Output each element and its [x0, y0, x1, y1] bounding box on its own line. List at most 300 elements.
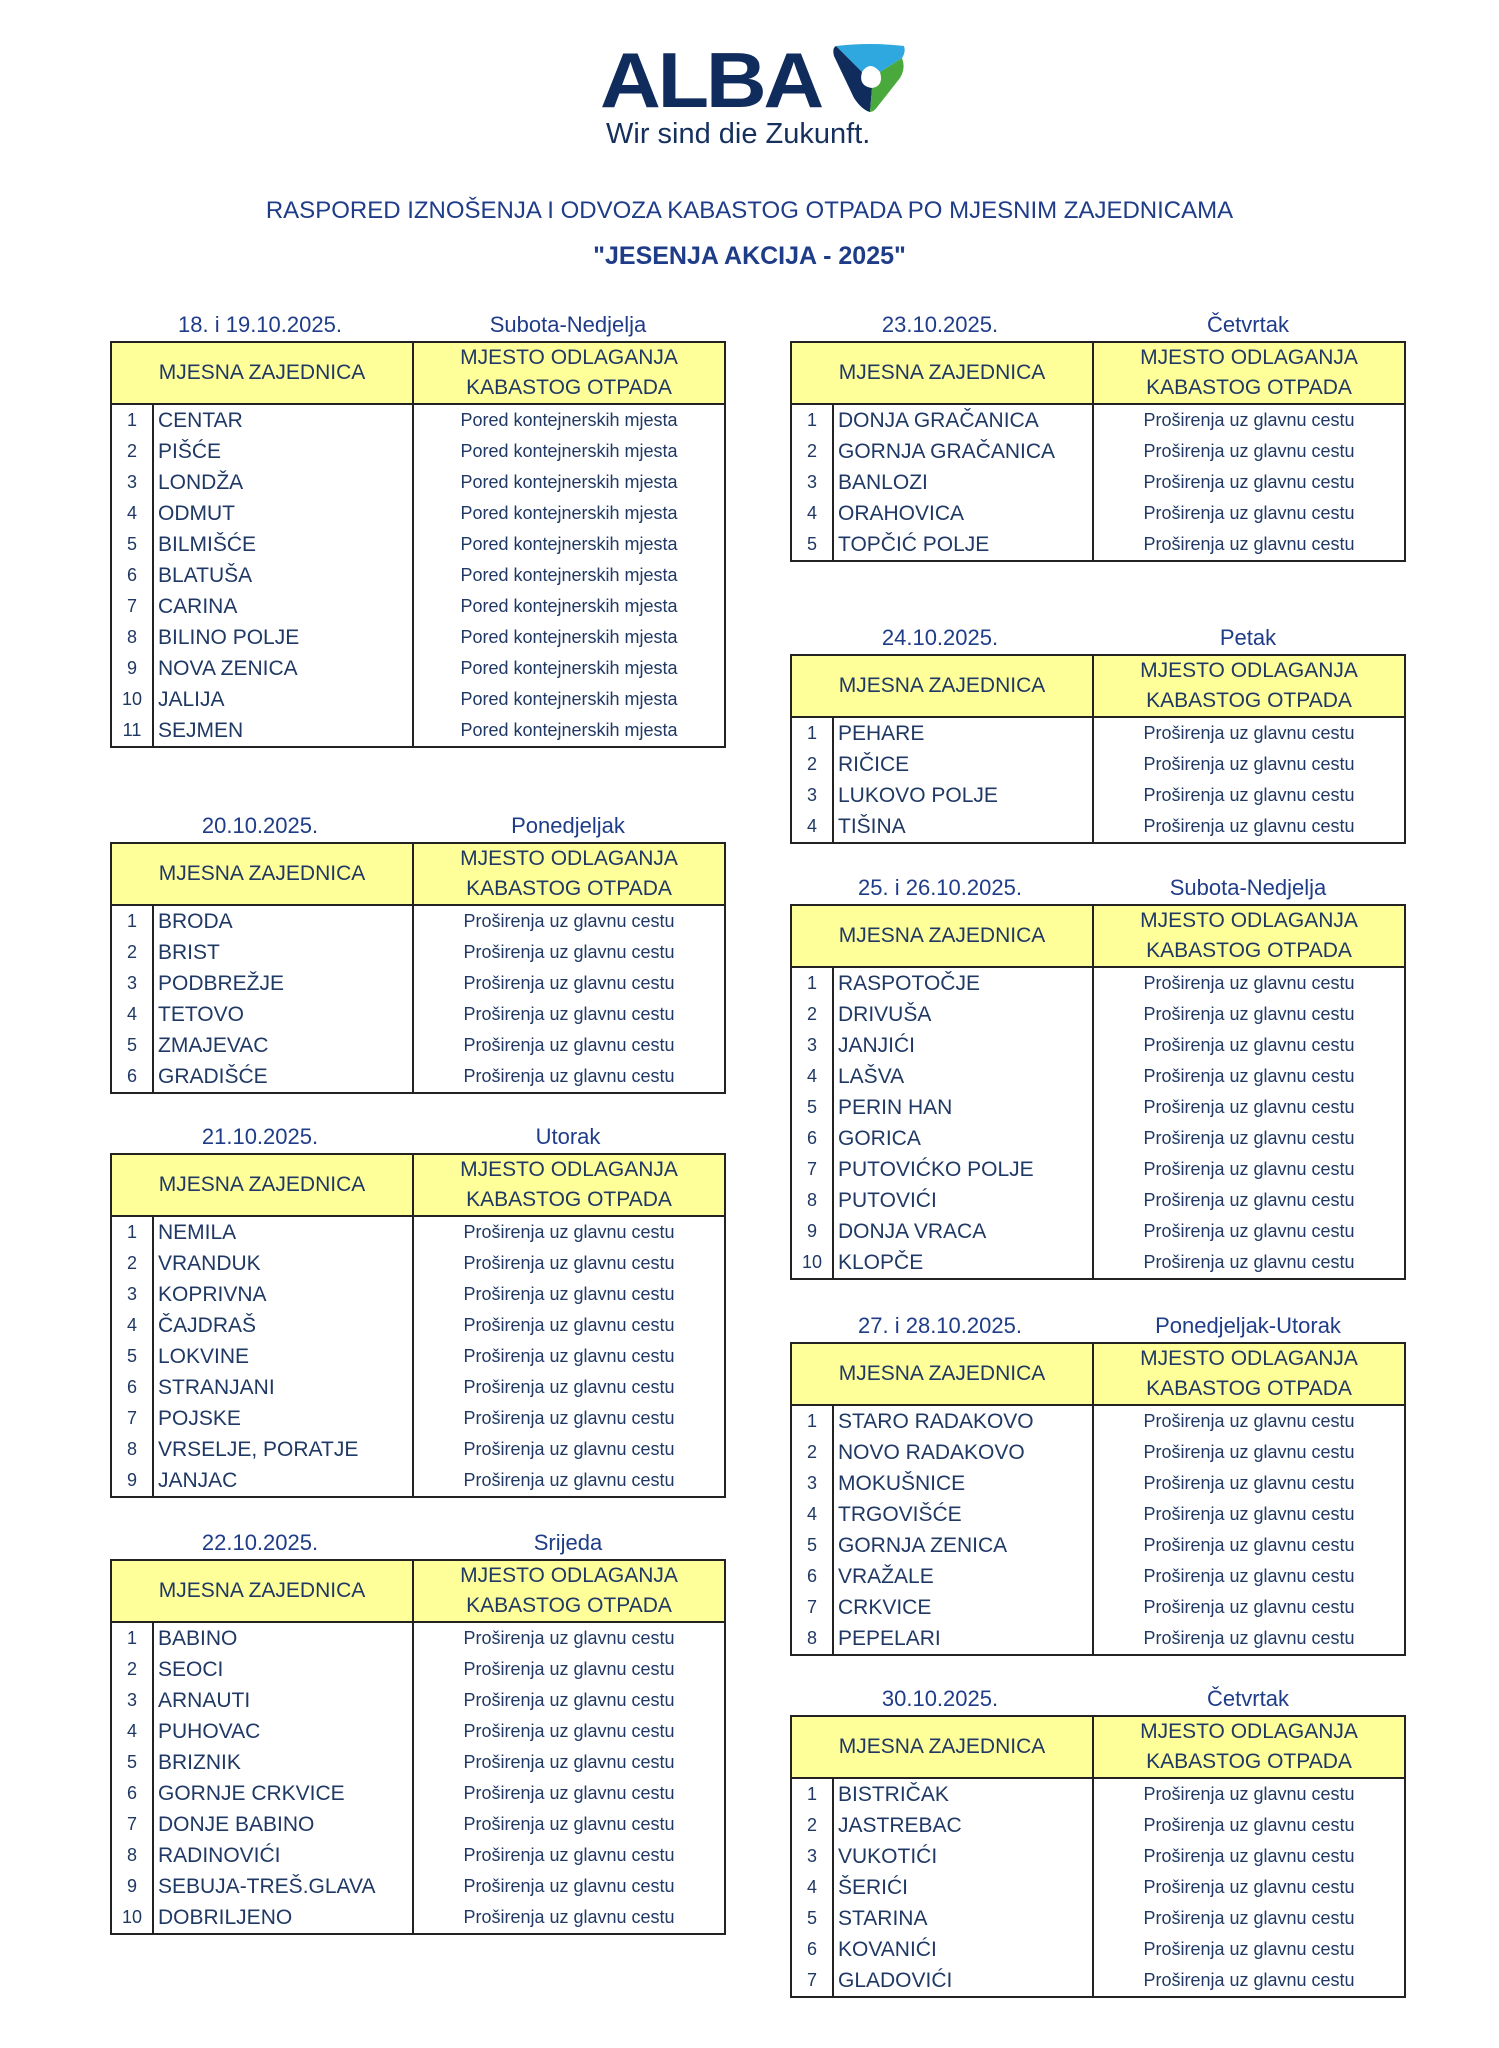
row-number: 3 [111, 1685, 153, 1716]
schedule-block [110, 310, 726, 748]
row-number: 9 [111, 1871, 153, 1902]
header-community: MJESNA ZAJEDNICA [791, 342, 1093, 404]
row-number: 7 [111, 1809, 153, 1840]
disposal-place: Proširenja uz glavnu cestu [413, 1279, 725, 1310]
community-name: DONJE BABINO [158, 1813, 315, 1836]
row-number: 2 [111, 1248, 153, 1279]
header-place-line1: MJESTO ODLAGANJA [460, 1564, 678, 1587]
schedule-block [790, 310, 1406, 562]
row-number: 1 [111, 1216, 153, 1248]
disposal-place: Proširenja uz glavnu cestu [1093, 717, 1405, 749]
table-row [111, 1030, 725, 1061]
disposal-place: Proširenja uz glavnu cestu [1093, 1499, 1405, 1530]
row-number: 3 [791, 1030, 833, 1061]
row-number: 4 [791, 498, 833, 529]
disposal-place: Proširenja uz glavnu cestu [1093, 1592, 1405, 1623]
community-name: BRODA [158, 910, 233, 933]
table-row [791, 999, 1405, 1030]
table-row [111, 1809, 725, 1840]
table-row [791, 436, 1405, 467]
community-name: VUKOTIĆI [838, 1845, 938, 1868]
community-name: SEBUJA-TREŠ.GLAVA [158, 1875, 376, 1898]
row-number: 6 [111, 560, 153, 591]
table-header [791, 655, 1405, 717]
row-number: 5 [111, 1030, 153, 1061]
disposal-place: Proširenja uz glavnu cestu [1093, 1934, 1405, 1965]
row-number: 1 [791, 1778, 833, 1810]
row-number: 4 [111, 498, 153, 529]
community-name: PUTOVIĆKO POLJE [838, 1158, 1034, 1181]
table-row [791, 1154, 1405, 1185]
row-number: 8 [111, 1840, 153, 1871]
disposal-place: Proširenja uz glavnu cestu [1093, 1030, 1405, 1061]
disposal-place: Proširenja uz glavnu cestu [1093, 1154, 1405, 1185]
row-number: 10 [111, 1902, 153, 1934]
table-row [111, 529, 725, 560]
schedule-table [110, 842, 726, 1094]
schedule-date: 30.10.2025. [881, 1686, 999, 1711]
disposal-place: Proširenja uz glavnu cestu [1093, 1216, 1405, 1247]
table-row [111, 1279, 725, 1310]
community-name: PODBREŽJE [158, 972, 285, 995]
table-row [111, 1403, 725, 1434]
row-number: 7 [791, 1154, 833, 1185]
row-number: 2 [111, 937, 153, 968]
disposal-place: Proširenja uz glavnu cestu [1093, 1405, 1405, 1437]
community-name: ČAJDRAŠ [158, 1314, 257, 1337]
header-place-line2: KABASTOG OTPADA [466, 1594, 672, 1617]
community-name: VRSELJE, PORATJE [158, 1438, 359, 1461]
header-place-line1: MJESTO ODLAGANJA [1140, 909, 1358, 932]
schedule-date: 24.10.2025. [881, 625, 999, 650]
row-number: 6 [791, 1561, 833, 1592]
row-number: 9 [111, 653, 153, 684]
header-community: MJESNA ZAJEDNICA [111, 843, 413, 905]
row-number: 2 [111, 1654, 153, 1685]
schedule-table [110, 1153, 726, 1498]
community-name: GORNJA GRAČANICA [838, 440, 1056, 463]
header-community: MJESNA ZAJEDNICA [791, 1716, 1093, 1778]
community-name: SEJMEN [158, 719, 244, 742]
schedule-day: Subota-Nedjelja [1169, 875, 1327, 900]
row-number: 11 [111, 715, 153, 747]
schedule-date-row [790, 623, 1406, 654]
disposal-place: Proširenja uz glavnu cestu [413, 1465, 725, 1497]
row-number: 7 [791, 1592, 833, 1623]
header-place-line2: KABASTOG OTPADA [466, 376, 672, 399]
row-number: 9 [791, 1216, 833, 1247]
row-number: 2 [791, 999, 833, 1030]
header-community: MJESNA ZAJEDNICA [791, 1343, 1093, 1405]
disposal-place: Pored kontejnerskih mjesta [413, 684, 725, 715]
row-number: 3 [111, 1279, 153, 1310]
header-place-line1: MJESTO ODLAGANJA [460, 346, 678, 369]
community-name: BRIST [158, 941, 220, 964]
table-header [791, 905, 1405, 967]
table-row [111, 1465, 725, 1497]
table-row [791, 404, 1405, 436]
table-row [111, 1778, 725, 1809]
row-number: 8 [111, 622, 153, 653]
disposal-place: Proširenja uz glavnu cestu [1093, 1123, 1405, 1154]
schedule-date-row [790, 1311, 1406, 1342]
table-row [791, 529, 1405, 561]
community-name: GORICA [838, 1127, 921, 1150]
table-row [791, 1872, 1405, 1903]
table-row [111, 498, 725, 529]
row-number: 8 [111, 1434, 153, 1465]
header-place [1093, 655, 1405, 717]
schedule-table [790, 1715, 1406, 1998]
disposal-place: Proširenja uz glavnu cestu [413, 1622, 725, 1654]
schedule-block [790, 1311, 1406, 1656]
row-number: 3 [791, 1841, 833, 1872]
schedule-date: 25. i 26.10.2025. [858, 875, 1022, 900]
row-number: 4 [111, 1310, 153, 1341]
schedule-date: 20.10.2025. [201, 813, 319, 838]
community-name: CARINA [158, 595, 238, 618]
community-name: STARINA [838, 1907, 928, 1930]
header-community: MJESNA ZAJEDNICA [111, 1560, 413, 1622]
disposal-place: Pored kontejnerskih mjesta [413, 591, 725, 622]
community-name: NEMILA [158, 1221, 237, 1244]
row-number: 2 [791, 1810, 833, 1841]
row-number: 2 [791, 749, 833, 780]
table-row [791, 1437, 1405, 1468]
disposal-place: Proširenja uz glavnu cestu [1093, 811, 1405, 843]
disposal-place: Proširenja uz glavnu cestu [1093, 967, 1405, 999]
table-row [791, 1499, 1405, 1530]
table-row [791, 467, 1405, 498]
header-place-line1: MJESTO ODLAGANJA [1140, 1720, 1358, 1743]
community-name: TRGOVIŠĆE [838, 1503, 962, 1526]
table-row [111, 937, 725, 968]
header-community: MJESNA ZAJEDNICA [791, 905, 1093, 967]
row-number: 5 [111, 1341, 153, 1372]
document-title: RASPORED IZNOŠENJA I ODVOZA KABASTOG OTPADA PO MJESNIM ZAJEDNICAMA [265, 197, 1234, 224]
header-place-line1: MJESTO ODLAGANJA [1140, 1347, 1358, 1370]
community-name: BISTRIČAK [838, 1783, 949, 1806]
table-row [111, 1747, 725, 1778]
disposal-place: Proširenja uz glavnu cestu [1093, 467, 1405, 498]
community-name: PEPELARI [838, 1627, 941, 1650]
row-number: 3 [111, 467, 153, 498]
header-place [413, 1560, 725, 1622]
row-number: 2 [791, 1437, 833, 1468]
row-number: 6 [111, 1778, 153, 1809]
schedule-day: Ponedjeljak-Utorak [1155, 1313, 1341, 1338]
header-place [413, 843, 725, 905]
table-header [791, 1716, 1405, 1778]
schedule-date-row [110, 310, 726, 341]
header-place-line1: MJESTO ODLAGANJA [460, 847, 678, 870]
disposal-place: Proširenja uz glavnu cestu [413, 1840, 725, 1871]
disposal-place: Proširenja uz glavnu cestu [413, 1902, 725, 1934]
schedule-day: Četvrtak [1207, 1686, 1289, 1711]
community-name: KOPRIVNA [158, 1283, 267, 1306]
header-place-line1: MJESTO ODLAGANJA [1140, 659, 1358, 682]
table-row [111, 653, 725, 684]
table-header [791, 342, 1405, 404]
table-row [111, 1685, 725, 1716]
header-place-line2: KABASTOG OTPADA [1146, 1750, 1352, 1773]
community-name: GORNJE CRKVICE [158, 1782, 345, 1805]
row-number: 5 [111, 529, 153, 560]
community-name: LOKVINE [158, 1345, 250, 1368]
table-row [111, 1341, 725, 1372]
row-number: 5 [791, 1092, 833, 1123]
header-place-line1: MJESTO ODLAGANJA [460, 1158, 678, 1181]
row-number: 1 [111, 404, 153, 436]
community-name: PERIN HAN [838, 1096, 953, 1119]
header-place [413, 1154, 725, 1216]
disposal-place: Pored kontejnerskih mjesta [413, 560, 725, 591]
community-name: VRANDUK [158, 1252, 261, 1275]
schedule-date-row [110, 1528, 726, 1559]
disposal-place: Proširenja uz glavnu cestu [413, 1654, 725, 1685]
schedule-date-row [110, 1122, 726, 1153]
disposal-place: Proširenja uz glavnu cestu [1093, 1965, 1405, 1997]
row-number: 10 [791, 1247, 833, 1279]
disposal-place: Proširenja uz glavnu cestu [1093, 1810, 1405, 1841]
table-row [791, 749, 1405, 780]
table-row [791, 1934, 1405, 1965]
community-name: VRAŽALE [838, 1565, 934, 1588]
table-row [111, 467, 725, 498]
community-name: LAŠVA [838, 1065, 905, 1088]
community-name: BLATUŠA [158, 564, 253, 587]
disposal-place: Proširenja uz glavnu cestu [1093, 1185, 1405, 1216]
schedule-date-row [790, 1684, 1406, 1715]
row-number: 1 [111, 905, 153, 937]
table-row [791, 1247, 1405, 1279]
table-header [111, 1154, 725, 1216]
row-number: 9 [111, 1465, 153, 1497]
community-name: TETOVO [158, 1003, 244, 1026]
community-name: CENTAR [158, 409, 243, 432]
schedule-block [790, 1684, 1406, 1998]
table-row [791, 1623, 1405, 1655]
community-name: NOVA ZENICA [158, 657, 298, 680]
row-number: 6 [791, 1934, 833, 1965]
schedule-block [110, 811, 726, 1094]
disposal-place: Pored kontejnerskih mjesta [413, 498, 725, 529]
schedule-table [790, 654, 1406, 844]
community-name: POJSKE [158, 1407, 241, 1430]
table-row [791, 1561, 1405, 1592]
row-number: 3 [111, 968, 153, 999]
header-place-line2: KABASTOG OTPADA [1146, 376, 1352, 399]
disposal-place: Proširenja uz glavnu cestu [1093, 436, 1405, 467]
community-name: STRANJANI [158, 1376, 275, 1399]
table-row [111, 1434, 725, 1465]
header-place-line2: KABASTOG OTPADA [466, 877, 672, 900]
row-number: 8 [791, 1185, 833, 1216]
disposal-place: Proširenja uz glavnu cestu [413, 1747, 725, 1778]
header-place [413, 342, 725, 404]
schedule-date: 22.10.2025. [201, 1530, 319, 1555]
table-row [791, 1061, 1405, 1092]
header-place-line1: MJESTO ODLAGANJA [1140, 346, 1358, 369]
disposal-place: Proširenja uz glavnu cestu [413, 1434, 725, 1465]
community-name: ODMUT [158, 502, 235, 525]
community-name: DONJA VRACA [838, 1220, 987, 1243]
disposal-place: Proširenja uz glavnu cestu [1093, 1872, 1405, 1903]
community-name: DRIVUŠA [838, 1003, 932, 1026]
table-row [111, 1248, 725, 1279]
schedule-day: Ponedjeljak [511, 813, 625, 838]
community-name: RASPOTOČJE [838, 972, 980, 995]
schedule-date-row [790, 873, 1406, 904]
table-row [111, 1216, 725, 1248]
schedule-date: 23.10.2025. [881, 312, 999, 337]
schedule-day: Srijeda [533, 1530, 603, 1555]
table-header [111, 342, 725, 404]
disposal-place: Proširenja uz glavnu cestu [1093, 529, 1405, 561]
disposal-place: Proširenja uz glavnu cestu [413, 937, 725, 968]
header-place [1093, 1716, 1405, 1778]
schedule-day: Subota-Nedjelja [489, 312, 647, 337]
schedule-table [790, 904, 1406, 1280]
table-header [111, 843, 725, 905]
schedule-block [110, 1528, 726, 1935]
table-row [791, 717, 1405, 749]
table-row [111, 1871, 725, 1902]
disposal-place: Proširenja uz glavnu cestu [1093, 1841, 1405, 1872]
disposal-place: Proširenja uz glavnu cestu [413, 1778, 725, 1809]
header-place-line2: KABASTOG OTPADA [1146, 689, 1352, 712]
community-name: JANJIĆI [838, 1034, 916, 1057]
row-number: 4 [791, 1499, 833, 1530]
table-header [791, 1343, 1405, 1405]
row-number: 4 [111, 999, 153, 1030]
table-row [111, 715, 725, 747]
row-number: 8 [791, 1623, 833, 1655]
row-number: 4 [111, 1716, 153, 1747]
community-name: BILMIŠĆE [158, 533, 257, 556]
disposal-place: Proširenja uz glavnu cestu [1093, 1247, 1405, 1279]
row-number: 1 [791, 967, 833, 999]
community-name: PEHARE [838, 722, 925, 745]
community-name: DONJA GRAČANICA [838, 409, 1039, 432]
community-name: ARNAUTI [158, 1689, 251, 1712]
table-row [791, 498, 1405, 529]
table-row [791, 1903, 1405, 1934]
table-row [111, 968, 725, 999]
row-number: 10 [111, 684, 153, 715]
schedule-date: 27. i 28.10.2025. [858, 1313, 1022, 1338]
document-subtitle: "JESENJA AKCIJA - 2025" [593, 242, 906, 270]
schedule-table [790, 1342, 1406, 1656]
community-name: ŠERIĆI [838, 1876, 909, 1899]
community-name: JALIJA [158, 688, 225, 711]
schedule-date-row [790, 310, 1406, 341]
table-row [111, 622, 725, 653]
disposal-place: Pored kontejnerskih mjesta [413, 622, 725, 653]
community-name: BRIZNIK [158, 1751, 241, 1774]
table-row [791, 1030, 1405, 1061]
community-name: DOBRILJENO [158, 1906, 293, 1929]
table-row [791, 1216, 1405, 1247]
community-name: JANJAC [158, 1469, 238, 1492]
table-row [111, 560, 725, 591]
table-row [791, 1810, 1405, 1841]
disposal-place: Proširenja uz glavnu cestu [413, 1809, 725, 1840]
disposal-place: Proširenja uz glavnu cestu [413, 1871, 725, 1902]
community-name: SEOCI [158, 1658, 224, 1681]
table-row [791, 1841, 1405, 1872]
community-name: LONDŽA [158, 471, 244, 494]
community-name: BANLOZI [838, 471, 928, 494]
disposal-place: Proširenja uz glavnu cestu [413, 1403, 725, 1434]
header-place-line2: KABASTOG OTPADA [1146, 1377, 1352, 1400]
schedule-day: Utorak [535, 1124, 601, 1149]
disposal-place: Proširenja uz glavnu cestu [413, 1248, 725, 1279]
community-name: KLOPČE [838, 1251, 924, 1274]
row-number: 3 [791, 467, 833, 498]
table-row [791, 1185, 1405, 1216]
row-number: 7 [791, 1965, 833, 1997]
row-number: 2 [111, 436, 153, 467]
disposal-place: Proširenja uz glavnu cestu [413, 1716, 725, 1747]
alba-triangle-icon [832, 42, 908, 114]
community-name: PUHOVAC [158, 1720, 261, 1743]
community-name: KOVANIĆI [838, 1938, 937, 1961]
community-name: GORNJA ZENICA [838, 1534, 1008, 1557]
row-number: 5 [111, 1747, 153, 1778]
community-name: STARO RADAKOVO [838, 1410, 1034, 1433]
disposal-place: Proširenja uz glavnu cestu [413, 1685, 725, 1716]
disposal-place: Proširenja uz glavnu cestu [1093, 780, 1405, 811]
table-row [791, 1468, 1405, 1499]
row-number: 6 [111, 1061, 153, 1093]
disposal-place: Proširenja uz glavnu cestu [1093, 749, 1405, 780]
disposal-place: Proširenja uz glavnu cestu [1093, 1903, 1405, 1934]
disposal-place: Proširenja uz glavnu cestu [1093, 1092, 1405, 1123]
table-row [791, 1592, 1405, 1623]
disposal-place: Pored kontejnerskih mjesta [413, 653, 725, 684]
table-row [111, 436, 725, 467]
community-name: NOVO RADAKOVO [838, 1441, 1025, 1464]
community-name: PIŠĆE [158, 440, 222, 463]
table-row [791, 811, 1405, 843]
schedule-day: Petak [1219, 625, 1277, 650]
table-row [111, 404, 725, 436]
schedule-table [790, 341, 1406, 562]
table-row [111, 684, 725, 715]
disposal-place: Proširenja uz glavnu cestu [1093, 404, 1405, 436]
header-community: MJESNA ZAJEDNICA [791, 655, 1093, 717]
header-community: MJESNA ZAJEDNICA [111, 342, 413, 404]
row-number: 4 [791, 1872, 833, 1903]
disposal-place: Proširenja uz glavnu cestu [413, 1372, 725, 1403]
disposal-place: Proširenja uz glavnu cestu [413, 999, 725, 1030]
disposal-place: Pored kontejnerskih mjesta [413, 404, 725, 436]
community-name: CRKVICE [838, 1596, 932, 1619]
disposal-place: Proširenja uz glavnu cestu [1093, 1468, 1405, 1499]
table-row [111, 1310, 725, 1341]
row-number: 5 [791, 1530, 833, 1561]
community-name: GLADOVIĆI [838, 1969, 953, 1992]
row-number: 3 [791, 780, 833, 811]
table-row [111, 1654, 725, 1685]
table-row [791, 1123, 1405, 1154]
row-number: 5 [791, 529, 833, 561]
table-row [111, 1716, 725, 1747]
table-row [111, 1372, 725, 1403]
table-row [111, 1840, 725, 1871]
table-row [111, 999, 725, 1030]
